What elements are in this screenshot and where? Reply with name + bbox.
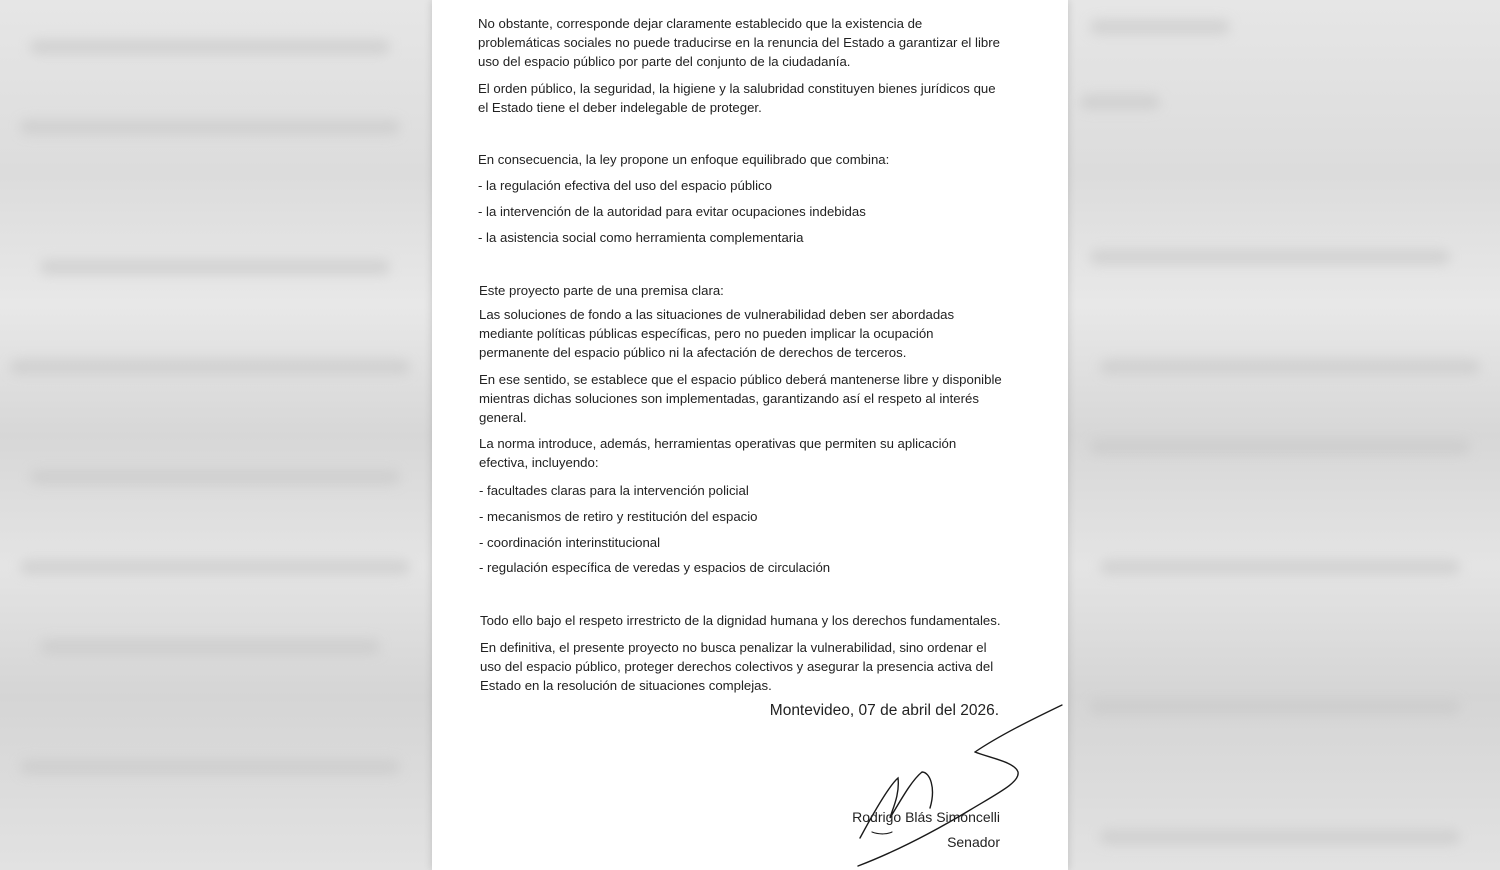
paragraph-9-line-3: Estado en la resolución de situaciones complejas.	[480, 678, 772, 693]
list-item: - mecanismos de retiro y restitución del espacio	[479, 509, 758, 524]
blurred-text-line	[1100, 360, 1480, 374]
paragraph-8: Todo ello bajo el respeto irrestricto de la dignidad humana y los derechos fundamentales.	[480, 613, 1001, 628]
paragraph-6-line-2: mientras dichas soluciones son implementadas, garantizando así el respeto al interés	[479, 391, 979, 406]
blurred-text-line	[1100, 560, 1460, 574]
blurred-text-line	[20, 120, 400, 134]
signer-title: Senador	[947, 834, 1000, 850]
blurred-text-line	[1090, 20, 1230, 34]
list-item: - coordinación interinstitucional	[479, 535, 661, 550]
blurred-text-line	[40, 260, 390, 274]
paragraph-7-line-1: La norma introduce, además, herramientas operativas que permiten su aplicación	[479, 436, 957, 451]
blurred-text-line	[1100, 830, 1460, 844]
blurred-text-line	[1090, 700, 1460, 714]
signer-name: Rodrigo Blás Simoncelli	[852, 809, 1000, 825]
paragraph-9-line-1: En definitiva, el presente proyecto no busca penalizar la vulnerabilidad, sino ordenar el	[480, 640, 987, 655]
blurred-text-line	[20, 560, 410, 574]
paragraph-5-line-3: permanente del espacio público ni la afectación de derechos de terceros.	[479, 345, 907, 360]
list-item: - la intervención de la autoridad para evitar ocupaciones indebidas	[478, 204, 866, 219]
paragraph-7-line-2: efectiva, incluyendo:	[479, 455, 599, 470]
paragraph-5-line-1: Las soluciones de fondo a las situaciones de vulnerabilidad deben ser abordadas	[479, 307, 955, 322]
list-item: - regulación específica de veredas y espacios de circulación	[479, 560, 831, 575]
blurred-text-line	[1090, 440, 1470, 454]
document-date: Montevideo, 07 de abril del 2026.	[769, 702, 999, 719]
blurred-text-line	[1080, 95, 1160, 109]
paragraph-6-line-1: En ese sentido, se establece que el espacio público deberá mantenerse libre y disponible	[479, 372, 1002, 387]
paragraph-9-line-2: uso del espacio público, proteger derechos colectivos y asegurar la presencia activa del	[480, 659, 994, 674]
paragraph-1-line-1: No obstante, corresponde dejar claramente establecido que la existencia de	[478, 16, 923, 31]
paragraph-5-line-2: mediante políticas públicas específicas, pero no pueden implicar la ocupación	[479, 326, 934, 341]
blurred-text-line	[10, 360, 410, 374]
blurred-text-line	[40, 640, 380, 654]
paragraph-3-intro: En consecuencia, la ley propone un enfoque equilibrado que combina:	[478, 152, 890, 167]
paragraph-1-line-3: uso del espacio público por parte del conjunto de la ciudadanía.	[478, 54, 851, 69]
blurred-text-line	[30, 40, 390, 54]
list-item: - la regulación efectiva del uso del espacio público	[478, 178, 772, 193]
paragraph-6-line-3: general.	[479, 410, 527, 425]
blurred-text-line	[20, 760, 400, 774]
paragraph-2-line-1: El orden público, la seguridad, la higiene y la salubridad constituyen bienes jurídicos que	[478, 81, 996, 96]
paragraph-2-line-2: el Estado tiene el deber indelegable de proteger.	[478, 100, 762, 115]
paragraph-4-intro: Este proyecto parte de una premisa clara:	[479, 283, 724, 298]
blurred-text-line	[1090, 250, 1450, 264]
list-item: - la asistencia social como herramienta complementaria	[478, 230, 804, 245]
list-item: - facultades claras para la intervención policial	[479, 483, 749, 498]
paragraph-1-line-2: problemáticas sociales no puede traducirse en la renuncia del Estado a garantizar el libre	[478, 35, 1000, 50]
blurred-text-line	[30, 470, 400, 484]
